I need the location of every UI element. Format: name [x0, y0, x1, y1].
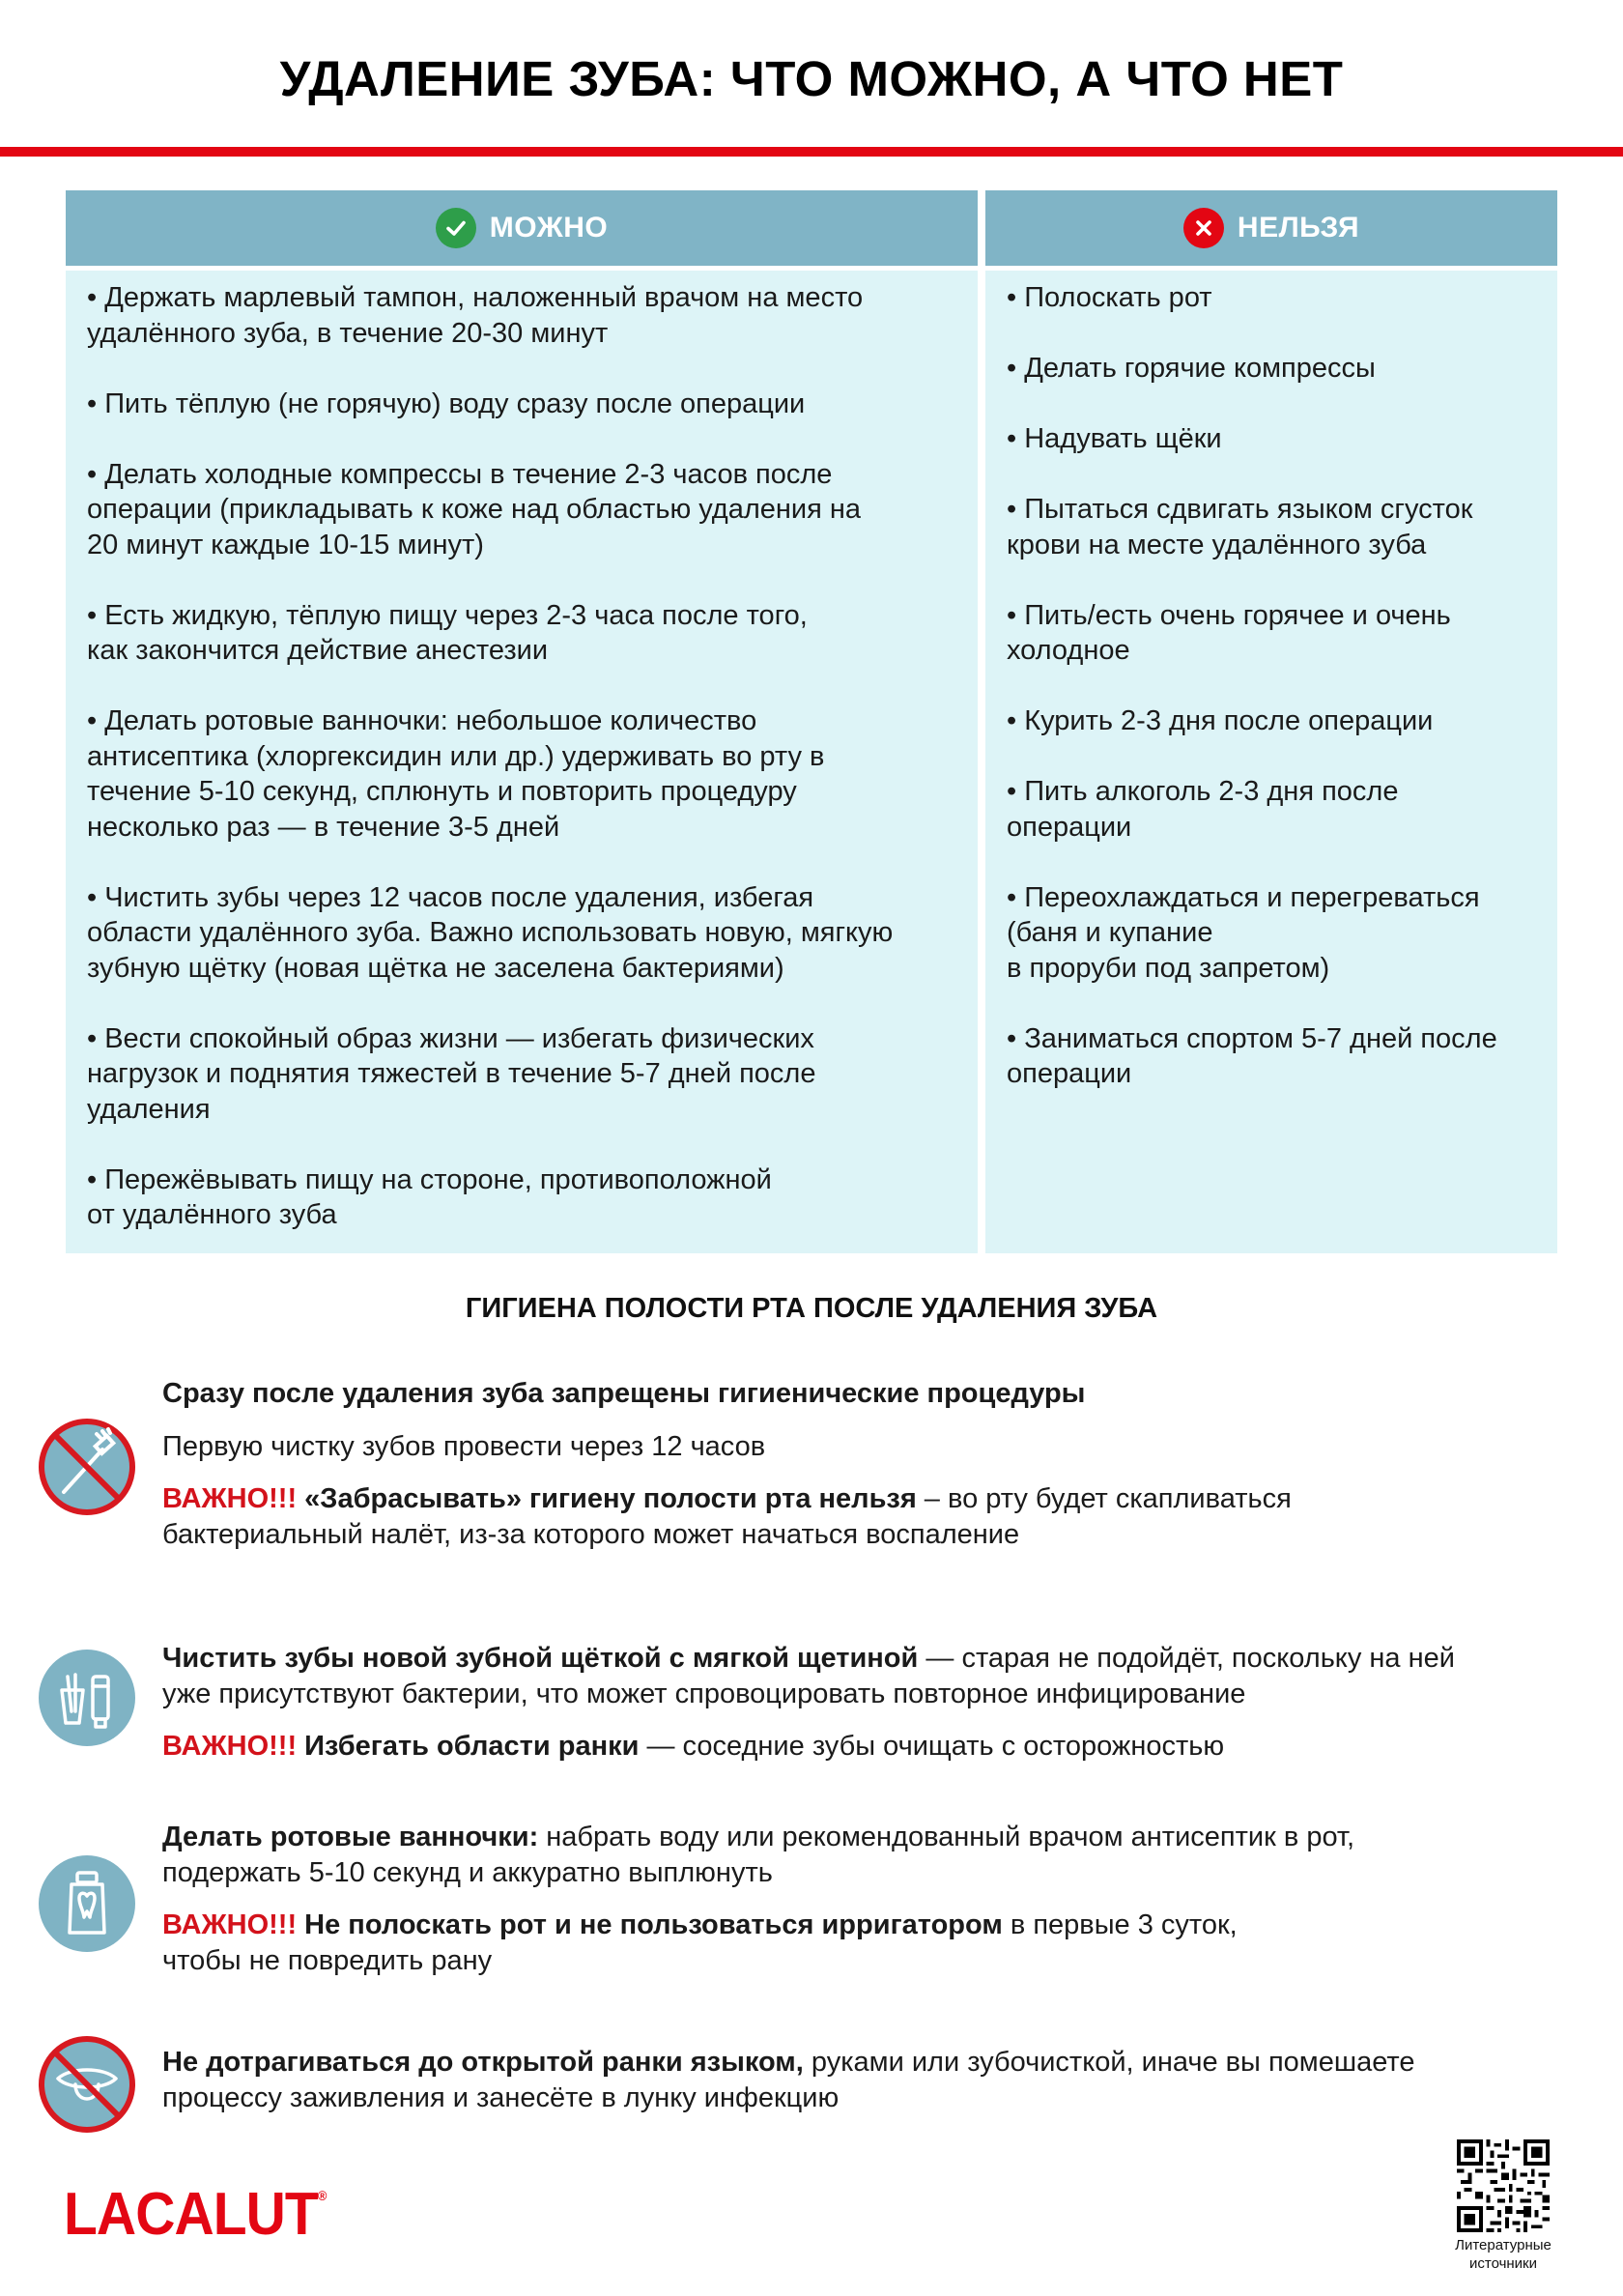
forbidden-item: • Пытаться сдвигать языком сгусток крови на месте удалённого зуба	[1007, 494, 1473, 560]
page-title: УДАЛЕНИЕ ЗУБА: ЧТО МОЖНО, А ЧТО НЕТ	[279, 51, 1344, 106]
forbidden-list	[985, 271, 1557, 1253]
cross-icon	[1183, 208, 1224, 248]
forbidden-item: • Надувать щёки	[1007, 423, 1222, 454]
allowed-item: • Пить тёплую (не горячую) воду сразу после операции	[87, 387, 806, 419]
allowed-list	[66, 271, 978, 1253]
hygiene-4-bold: Не дотрагиваться до открытой ранки языком,	[162, 2047, 804, 2078]
hygiene-2-bold: Чистить зубы новой зубной щёткой с мягкой щетиной	[162, 1643, 919, 1674]
allowed-item: • Делать ротовые ванночки: небольшое количество антисептика (хлоргексидин или др.) удерживать во рту в течение 5-10 секунд, сплюнуть и повторить процедуру несколько раз — в течение 3-5 дней	[87, 705, 825, 843]
hygiene-2-important	[162, 1729, 1573, 1765]
forbidden-header	[985, 190, 1557, 266]
hygiene-3-important	[162, 1908, 1573, 1978]
forbidden-item: • Полоскать рот	[1007, 282, 1212, 313]
important-bold: Избегать области ранки	[297, 1731, 640, 1762]
important-label: ВАЖНО!!!	[162, 1731, 298, 1762]
trademark-mark: ®	[317, 2188, 327, 2203]
forbidden-item: • Переохлаждаться и перегреваться (баня и купание в проруби под запретом)	[1007, 881, 1480, 984]
check-icon	[436, 208, 476, 248]
allowed-item: • Есть жидкую, тёплую пищу через 2-3 часа после того, как закончится действие анестезии	[87, 599, 808, 666]
mouthwash-bottle-icon	[37, 1853, 137, 1954]
important-rest: — соседние зубы очищать с осторожностью	[639, 1731, 1225, 1762]
forbidden-item: • Пить/есть очень горячее и очень холодное	[1007, 599, 1451, 666]
hygiene-1-heading: Сразу после удаления зуба запрещены гигиенические процедуры	[162, 1378, 1086, 1409]
hygiene-section-4	[162, 2045, 1573, 2133]
qr-caption: Литературные источники	[1455, 2237, 1552, 2272]
allowed-item: • Чистить зубы через 12 часов после удаления, избегая области удалённого зуба. Важно использовать новую, мягкую зубную щётку (новая щётка не заселена бактериями)	[87, 881, 894, 984]
hygiene-title: ГИГИЕНА ПОЛОСТИ РТА ПОСЛЕ УДАЛЕНИЯ ЗУБА	[465, 1293, 1158, 1324]
hygiene-4-text	[162, 2045, 1573, 2115]
important-bold: «Забрасывать» гигиену полости рта нельзя	[297, 1483, 917, 1514]
toothbrush-paste-icon	[37, 1648, 137, 1748]
no-toothbrush-icon	[37, 1417, 137, 1517]
important-rest: в первые 3 суток, чтобы не повредить рану	[162, 1909, 1238, 1976]
hygiene-2-rest: — старая не подойдёт, поскольку на ней уже присутствуют бактерии, что может спровоцировать повторное инфицирование	[162, 1643, 1455, 1709]
allowed-header-label: МОЖНО	[489, 212, 609, 244]
allowed-item: • Вести спокойный образ жизни — избегать физических нагрузок и поднятия тяжестей в течение 5-7 дней после удаления	[87, 1022, 816, 1125]
hygiene-3-bold: Делать ротовые ванночки:	[162, 1822, 539, 1852]
hygiene-section-2	[162, 1641, 1573, 1782]
forbidden-item: • Пить алкоголь 2-3 дня после операции	[1007, 776, 1399, 843]
dos-donts-table	[66, 190, 1557, 1253]
important-bold: Не полоскать рот и не пользоваться ирригатором	[297, 1909, 1003, 1940]
important-label: ВАЖНО!!!	[162, 1483, 298, 1514]
allowed-item: • Делать холодные компрессы в течение 2-3 часов после операции (прикладывать к коже над областью удаления на 20 минут каждые 10-15 минут)	[87, 458, 862, 560]
hygiene-section-3	[162, 1820, 1573, 1995]
forbidden-header-label: НЕЛЬЗЯ	[1237, 212, 1360, 244]
hygiene-1-text: Первую чистку зубов провести через 12 часов	[162, 1430, 766, 1462]
qr-code-icon[interactable]	[1457, 2139, 1550, 2232]
forbidden-item: • Делать горячие компрессы	[1007, 353, 1376, 384]
allowed-item: • Держать марлевый тампон, наложенный врачом на место удалённого зуба, в течение 20-30 минут	[87, 282, 864, 349]
brand-logo-text: LACALUT	[64, 2181, 318, 2248]
hygiene-3-rest: набрать воду или рекомендованный врачом антисептик в рот, подержать 5-10 секунд и аккуратно выплюнуть	[162, 1822, 1355, 1888]
hygiene-2-text	[162, 1641, 1573, 1711]
allowed-header	[66, 190, 978, 266]
hygiene-4-rest: руками или зубочисткой, иначе вы помешаете процессу заживления и занесёте в лунку инфекцию	[162, 2047, 1415, 2113]
important-rest: – во рту будет скапливаться бактериальный налёт, из-за которого может начаться воспаление	[162, 1483, 1292, 1550]
important-label: ВАЖНО!!!	[162, 1909, 298, 1940]
hygiene-section-1	[162, 1376, 1573, 1569]
hygiene-3-text	[162, 1820, 1573, 1890]
forbidden-item: • Курить 2-3 дня после операции	[1007, 705, 1434, 736]
allowed-item: • Пережёвывать пищу на стороне, противоположной от удалённого зуба	[87, 1163, 772, 1230]
brand-logo	[64, 2180, 326, 2249]
title-divider	[0, 147, 1623, 157]
hygiene-1-important	[162, 1481, 1573, 1552]
no-tongue-icon	[37, 2034, 137, 2135]
forbidden-item: • Заниматься спортом 5-7 дней после операции	[1007, 1022, 1497, 1089]
